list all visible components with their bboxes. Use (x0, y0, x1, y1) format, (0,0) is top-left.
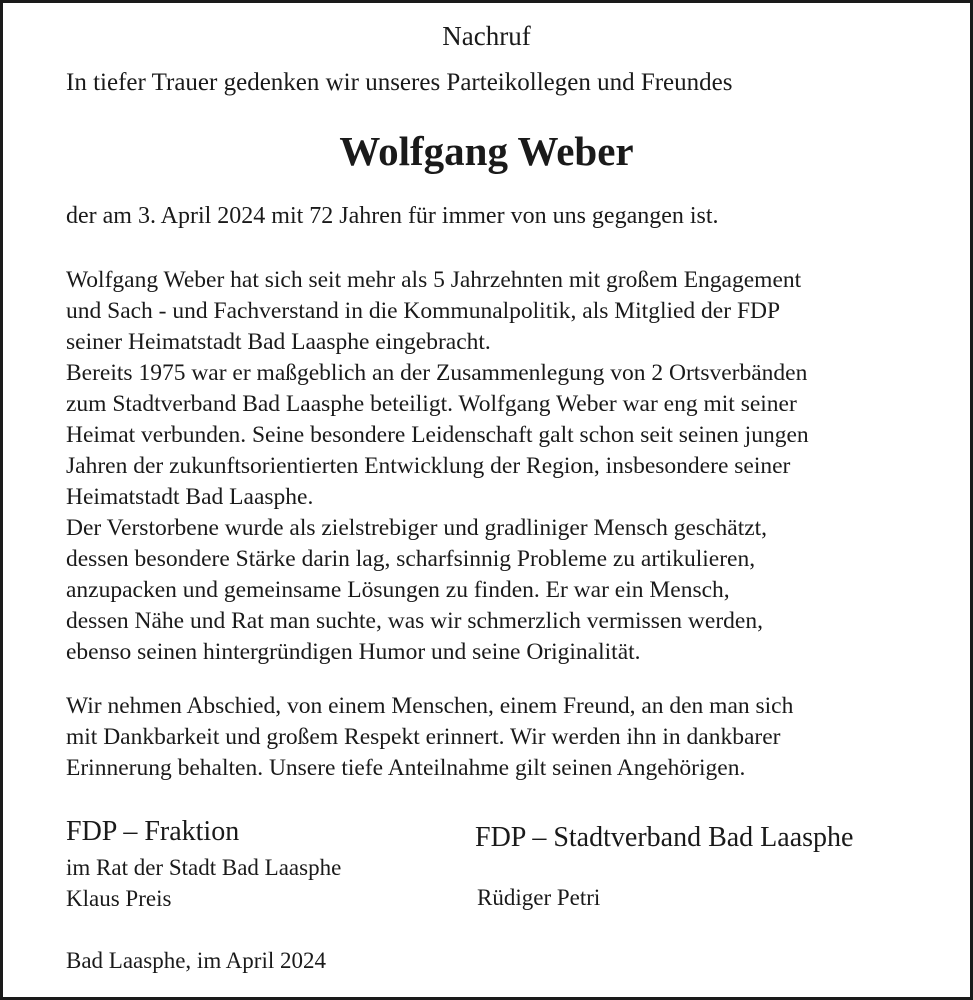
notice-heading: Nachruf (442, 21, 531, 51)
signatory-left-person: Klaus Preis (66, 886, 172, 911)
farewell-paragraph (66, 691, 946, 784)
signatory-right-org: FDP – Stadtverband Bad Laasphe (475, 822, 854, 853)
paragraph-line: und Sach - und Fachverstand in die Kommunalpolitik, als Mitglied der FDP (66, 298, 781, 324)
death-date-line: der am 3. April 2024 mit 72 Jahren für immer von uns gegangen ist. (66, 203, 719, 229)
tribute-paragraph (66, 265, 946, 668)
paragraph-line: Heimatstadt Bad Laasphe. (66, 484, 314, 510)
paragraph-line: seiner Heimatstadt Bad Laasphe eingebracht. (66, 329, 491, 355)
paragraph-line: ebenso seinen hintergründigen Humor und seine Originalität. (66, 639, 641, 665)
paragraph-line: Der Verstorbene wurde als zielstrebiger und gradliniger Mensch geschätzt, (66, 515, 768, 541)
paragraph-line: dessen besondere Stärke darin lag, scharfsinnig Probleme zu artikulieren, (66, 546, 756, 572)
paragraph-line: Bereits 1975 war er maßgeblich an der Zusammenlegung von 2 Ortsverbänden (66, 360, 808, 386)
paragraph-line: Heimat verbunden. Seine besondere Leidenschaft galt schon seit seinen jungen (66, 422, 809, 448)
paragraph-line: mit Dankbarkeit und großem Respekt erinnert. Wir werden ihn in dankbarer (66, 724, 781, 750)
signatory-right-person: Rüdiger Petri (477, 885, 601, 910)
paragraph-line: Wolfgang Weber hat sich seit mehr als 5 Jahrzehnten mit großem Engagement (66, 267, 802, 293)
paragraph-line: Wir nehmen Abschied, von einem Menschen, einem Freund, an den man sich (66, 693, 794, 719)
place-date: Bad Laasphe, im April 2024 (66, 948, 326, 973)
paragraph-line: dessen Nähe und Rat man suchte, was wir schmerzlich vermissen werden, (66, 608, 763, 634)
signatory-left-sub: im Rat der Stadt Bad Laasphe (66, 855, 342, 880)
paragraph-line: zum Stadtverband Bad Laasphe beteiligt. Wolfgang Weber war eng mit seiner (66, 391, 797, 417)
signatory-left-org: FDP – Fraktion (66, 816, 240, 847)
intro-line: In tiefer Trauer gedenken wir unseres Parteikollegen und Freundes (66, 69, 733, 96)
paragraph-line: Erinnerung behalten. Unsere tiefe Anteilnahme gilt seinen Angehörigen. (66, 755, 746, 781)
paragraph-line: anzupacken und gemeinsame Lösungen zu finden. Er war ein Mensch, (66, 577, 730, 603)
deceased-name: Wolfgang Weber (339, 128, 634, 174)
paragraph-line: Jahren der zukunftsorientierten Entwicklung der Region, insbesondere seiner (66, 453, 791, 479)
